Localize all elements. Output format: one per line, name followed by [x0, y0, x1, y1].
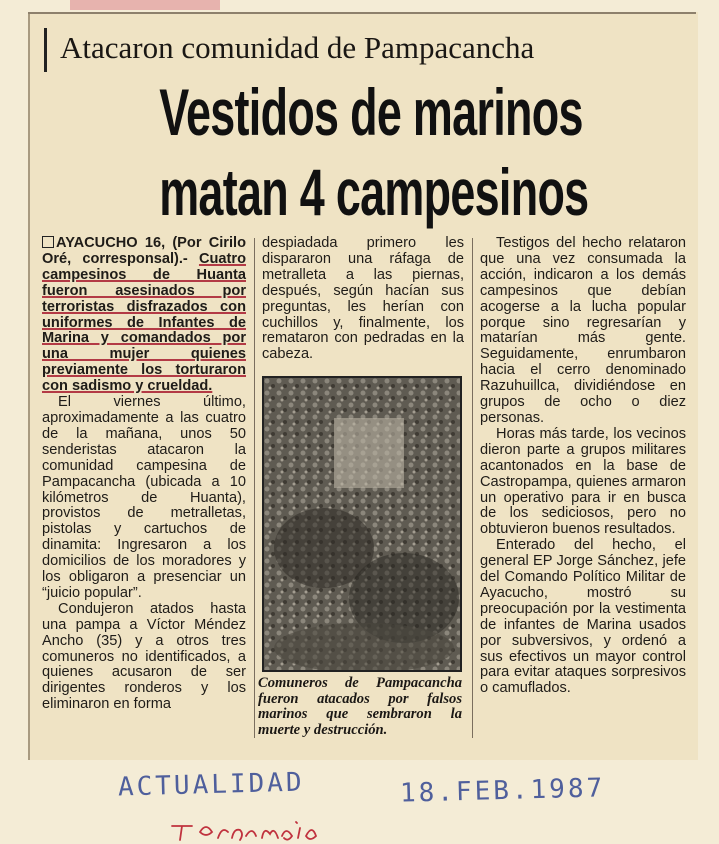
- article-headline: [159, 72, 589, 232]
- paragraph-2: El viernes último, aproximadamente a las cuatro de la mañana, unos 50 senderistas atacaron la comunidad campesina de Pampacancha (ubicada a 10 kilómetros de Huanta), provistos de metralletas, pistolas y cartuchos de dinamita: Ingresaron a los domicilios de los moradores y los obligaron a presenciar un “juicio popular”.: [42, 394, 246, 601]
- column-divider: [254, 238, 255, 738]
- column-3-paragraph-3: Enterado del hecho, el general EP Jorge Sánchez, jefe del Comando Político Militar de Ayacucho, mostró su preocupación por la vestimenta de infantes de Marina usados por subversivos, y ordenó a sus efectivos un mayor control para evitar ataques sorpresivos o camuflados.: [480, 537, 686, 697]
- lead-paragraph: [42, 236, 246, 395]
- headline-line-2: matan 4 campesinos: [159, 155, 589, 229]
- red-mark-top: [70, 0, 220, 10]
- kicker-bar: [44, 28, 47, 72]
- column-1: [42, 236, 246, 713]
- column-3-paragraph-1: Testigos del hecho relataron que una vez consumada la acción, indicaron a los demás campesinos que debían acogerse a la lucha popular porque sino regresarían y matarían más gente. Seguidamente, enrumbaron hacia el cerro denominado Razuhuillca, dividiéndose en grupos de ocho o diez personas.: [480, 235, 686, 426]
- column-2: [262, 236, 464, 363]
- column-3: [480, 236, 686, 697]
- article-photo: [262, 376, 462, 672]
- top-rule: [28, 12, 696, 14]
- dateline: AYACUCHO 16, (Por Cirilo Oré, corresponsal).-: [42, 235, 246, 267]
- dateline-box-icon: [42, 236, 54, 248]
- handwritten-signature: [170, 808, 370, 844]
- column-3-paragraph-2: Horas más tarde, los vecinos dieron parte a grupos militares acantonados en la base de Castropampa, quienes armaron un operativo para ir en busca de los sediciosos, pero no obtuvieron buenos resultados.: [480, 425, 686, 538]
- photo-image: [264, 378, 460, 670]
- lead-text: Cuatro campesinos de Huanta fueron asesinados por terroristas disfrazados con uniformes de Infantes de Marina y comandados por una mujer quienes previamente los torturaron con sadismo y crueldad.: [42, 250, 246, 395]
- photo-caption: Comuneros de Pampacancha fueron atacados por falsos marinos que sembraron la muerte y destrucción.: [258, 675, 462, 738]
- headline-line-1: Vestidos de marinos: [159, 75, 583, 149]
- column-divider-2: [472, 238, 473, 738]
- handwritten-section: ACTUALIDAD: [117, 767, 305, 803]
- handwritten-date: 18.FEB.1987: [399, 773, 606, 809]
- column-2-text: despiadada primero les dispararon una ráfaga de metralleta a las piernas, después, según hacían sus preguntas, les herían con cuchillos y, finalmente, los remataron con pedradas en la cabeza.: [262, 235, 464, 363]
- paragraph-3: Condujeron atados hasta una pampa a Víctor Méndez Ancho (35) y a otros tres comuneros no identificados, a quienes acusaron de ser dirigentes ronderos y los eliminaron en forma: [42, 600, 246, 713]
- article-kicker: Atacaron comunidad de Pampacancha: [60, 30, 535, 65]
